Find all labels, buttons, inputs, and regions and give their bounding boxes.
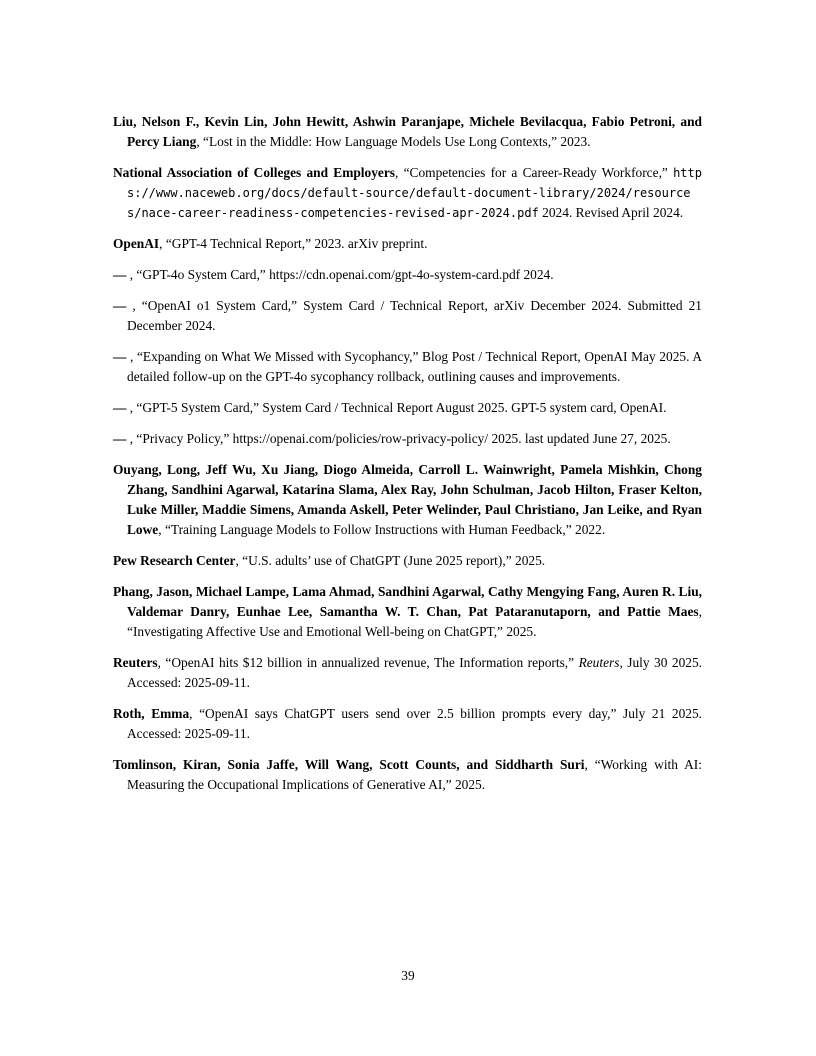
reference-entry <box>113 429 702 449</box>
reference-segment-bold: — <box>113 349 127 364</box>
reference-entry <box>113 265 702 285</box>
reference-entry <box>113 234 702 254</box>
reference-segment-normal: , “Training Language Models to Follow Instructions with Human Feedback,” 2022. <box>158 522 606 537</box>
reference-entry <box>113 551 702 571</box>
reference-entry <box>113 296 702 336</box>
reference-url[interactable]: https://www.naceweb.org/docs/default-source/default-document-library/2024/resources/nace-career-readiness-competencies-revised-apr-2024.pdf <box>127 166 702 220</box>
reference-entry <box>113 582 702 642</box>
reference-entry <box>113 653 702 693</box>
reference-entry <box>113 704 702 744</box>
reference-segment-normal: , “OpenAI says ChatGPT users send over 2.5 billion prompts every day,” July 21 2025. Accessed: 2025-09-11. <box>127 706 702 741</box>
reference-segment-normal: , “GPT-4o System Card,” https://cdn.openai.com/gpt-4o-system-card.pdf 2024. <box>126 267 554 282</box>
reference-segment-normal: , “GPT-5 System Card,” System Card / Technical Report August 2025. GPT-5 system card, OpenAI. <box>126 400 667 415</box>
reference-segment-normal: 2024. Revised April 2024. <box>538 205 684 220</box>
reference-segment-italic: Reuters <box>578 655 620 670</box>
reference-segment-normal: , “U.S. adults’ use of ChatGPT (June 2025 report),” 2025. <box>235 553 546 568</box>
reference-segment-bold: Pew Research Center <box>113 553 236 568</box>
reference-segment-bold: — <box>113 298 127 313</box>
reference-segment-bold: — <box>113 267 127 282</box>
reference-segment-bold: Ouyang, Long, Jeff Wu, Xu Jiang, Diogo Almeida, Carroll L. Wainwright, Pamela Mishkin, Chong Zhang, Sandhini Agarwal, Katarina Slama, Alex Ray, John Schulman, Jacob Hilton, Fraser Kelton, Luke Miller, Maddie Simens, Amanda Askell, Peter Welinder, Paul Christiano, Jan Leike, and Ryan Lowe <box>113 462 702 537</box>
reference-segment-bold: Tomlinson, Kiran, Sonia Jaffe, Will Wang, Scott Counts, and Siddharth Suri <box>113 757 585 772</box>
reference-segment-bold: Liu, Nelson F., Kevin Lin, John Hewitt, Ashwin Paranjape, Michele Bevilacqua, Fabio Petroni, and Percy Liang <box>113 114 702 149</box>
reference-entry <box>113 460 702 540</box>
reference-segment-normal: , “Lost in the Middle: How Language Models Use Long Contexts,” 2023. <box>196 134 591 149</box>
reference-entry <box>113 112 702 152</box>
reference-segment-bold: — <box>113 431 127 446</box>
reference-segment-normal: , “Working with AI: Measuring the Occupational Implications of Generative AI,” 2025. <box>127 757 702 792</box>
reference-segment-bold: OpenAI <box>113 236 160 251</box>
reference-segment-normal: , July 30 2025. Accessed: 2025-09-11. <box>127 655 703 690</box>
reference-segment-bold: Phang, Jason, Michael Lampe, Lama Ahmad, Sandhini Agarwal, Cathy Mengying Fang, Auren R. Liu, Valdemar Danry, Eunhae Lee, Samantha W. T. Chan, Pat Pataranutaporn, and Pattie Maes <box>113 584 702 619</box>
page-number: 39 <box>401 968 415 983</box>
reference-segment-normal: , “Privacy Policy,” https://openai.com/policies/row-privacy-policy/ 2025. last updated June 27, 2025. <box>126 431 671 446</box>
reference-segment-normal: , “OpenAI hits $12 billion in annualized revenue, The Information reports,” <box>157 655 579 670</box>
reference-segment-normal: , “Competencies for a Career-Ready Workforce,” <box>395 165 674 180</box>
reference-segment-bold: Roth, Emma <box>113 706 190 721</box>
reference-segment-normal: , “OpenAI o1 System Card,” System Card / Technical Report, arXiv December 2024. Submitted 21 December 2024. <box>126 298 702 333</box>
reference-segment-bold: — <box>113 400 127 415</box>
reference-entry <box>113 347 702 387</box>
reference-segment-normal: , “GPT-4 Technical Report,” 2023. arXiv preprint. <box>159 236 428 251</box>
reference-segment-bold: National Association of Colleges and Employers <box>113 165 396 180</box>
reference-segment-bold: Reuters <box>113 655 158 670</box>
reference-entry <box>113 755 702 795</box>
reference-entry <box>113 163 702 223</box>
reference-segment-normal: , “Expanding on What We Missed with Sycophancy,” Blog Post / Technical Report, OpenAI May 2025. A detailed follow-up on the GPT-4o sycophancy rollback, outlining causes and improvements. <box>126 349 702 384</box>
reference-list <box>113 112 702 806</box>
reference-entry <box>113 398 702 418</box>
reference-segment-normal: , “Investigating Affective Use and Emotional Well-being on ChatGPT,” 2025. <box>127 604 702 639</box>
